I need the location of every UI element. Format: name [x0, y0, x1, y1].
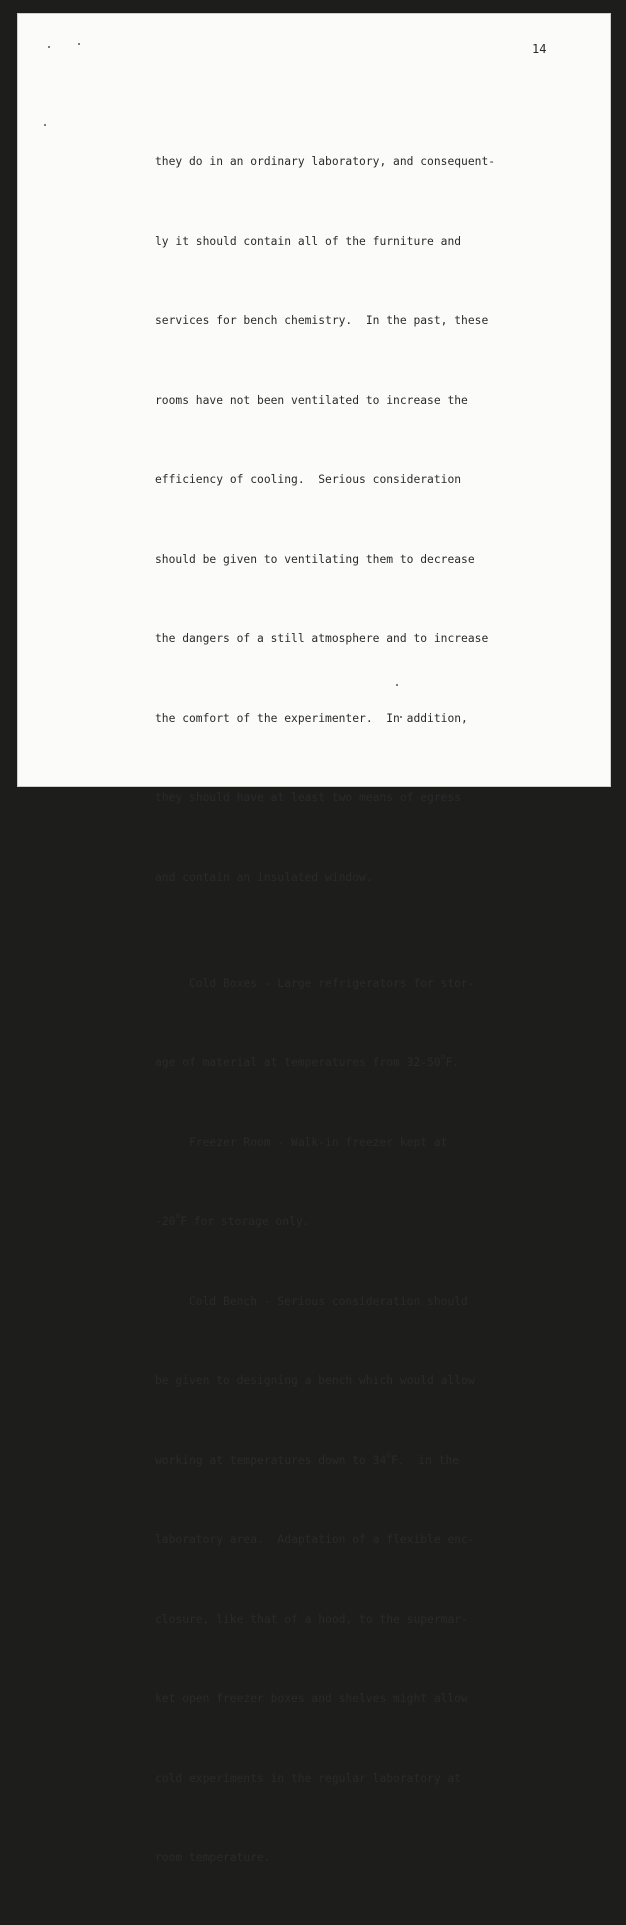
- text-line: ly it should contain all of the furniture and: [155, 234, 462, 248]
- document-page: [18, 14, 610, 1864]
- text-line: [155, 1448, 555, 1475]
- text-line: Cold Bench - Serious consideration should: [155, 1294, 468, 1308]
- text-line: laboratory area. Adaptation of a flexible enc-: [155, 1533, 475, 1546]
- paper-speck: [48, 46, 50, 48]
- text-line: be given to designing a bench which would allow: [155, 1374, 475, 1387]
- body-text: [155, 96, 555, 1925]
- paper-speck: [44, 124, 46, 126]
- text-line: [155, 1209, 555, 1236]
- text-line: should be given to ventilating them to decrease: [155, 552, 475, 566]
- text-fragment: F. in the: [391, 1453, 460, 1467]
- degree-symbol: o: [440, 1052, 446, 1062]
- text-line: they do in an ordinary laboratory, and consequent-: [155, 155, 496, 168]
- text-line: efficiency of cooling. Serious consideration: [155, 473, 462, 486]
- text-fragment: F for storage only.: [180, 1215, 310, 1228]
- degree-symbol: o: [386, 1449, 392, 1459]
- text-line: room temperature.: [155, 1851, 271, 1864]
- text-fragment: F.: [445, 1056, 460, 1069]
- text-line: Freezer Room - Walk-in freezer kept at: [155, 1135, 448, 1149]
- text-line: the comfort of the experimenter. In addition,: [155, 711, 468, 725]
- page-number: 14: [532, 42, 547, 56]
- text-line: and contain an insulated window.: [155, 870, 373, 884]
- text-line: ket open freezer boxes and shelves might allow: [155, 1692, 468, 1705]
- text-fragment: -20: [155, 1215, 176, 1228]
- text-line: closure, like that of a hood, to the supermar-: [155, 1612, 468, 1626]
- text-line: the dangers of a still atmosphere and to increase: [155, 632, 489, 645]
- text-line: services for bench chemistry. In the past, these: [155, 314, 489, 327]
- text-line: rooms have not been ventilated to increase the: [155, 393, 468, 407]
- text-line: [155, 1050, 555, 1077]
- text-fragment: working at temperatures down to 34: [155, 1453, 387, 1467]
- degree-symbol: o: [175, 1211, 181, 1221]
- paper-speck: [78, 43, 80, 45]
- text-line: cold experiments in the regular laboratory at: [155, 1771, 462, 1785]
- text-line: they should have at least two means of egress: [155, 791, 462, 804]
- text-fragment: age of material at temperatures from 32-50: [155, 1056, 441, 1069]
- text-line: Cold Boxes - Large refrigerators for stor-: [155, 976, 475, 990]
